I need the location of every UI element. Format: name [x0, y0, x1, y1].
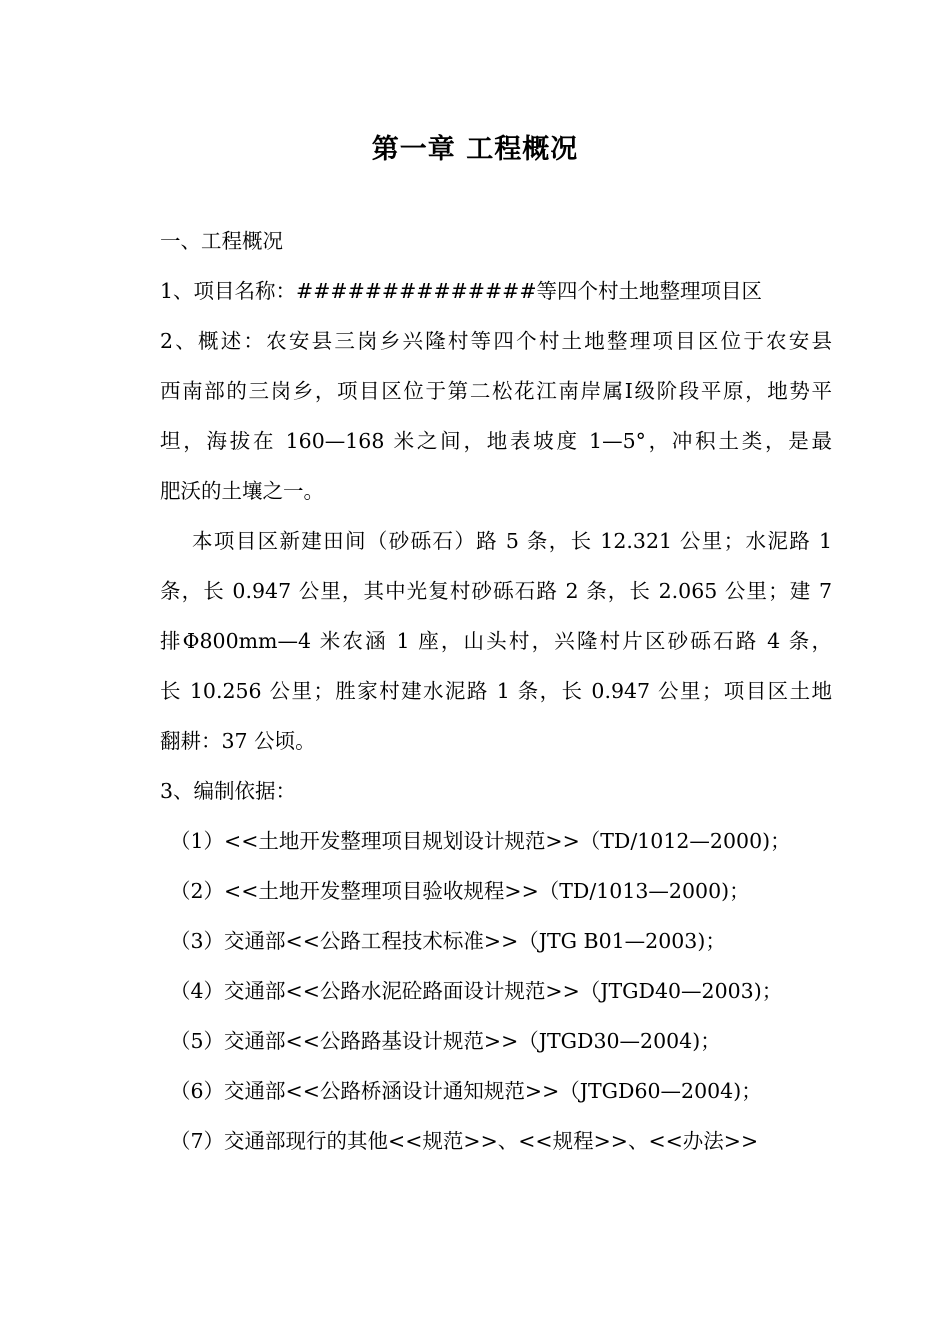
basis-heading: 3、编制依据： [160, 779, 297, 803]
reference-item: （3）交通部<<公路工程技术标准>>（JTG B01—2003)； [170, 929, 726, 953]
project-scope-line: 排Φ800mm—4 米农涵 1 座，山头村，兴隆村片区砂砾石路 4 条， [160, 629, 832, 653]
overview-line: 坦，海拔在 160—168 米之间，地表坡度 1—5°，冲积土类，是最 [160, 429, 832, 453]
reference-item: （6）交通部<<公路桥涵设计通知规范>>（JTGD60—2004)； [170, 1079, 762, 1103]
project-scope-line: 长 10.256 公里；胜家村建水泥路 1 条，长 0.947 公里；项目区土地 [160, 679, 832, 703]
document-body [160, 216, 832, 1166]
project-scope-line: 翻耕：37 公顷。 [160, 729, 316, 753]
reference-item: （2）<<土地开发整理项目验收规程>>（TD/1013—2000)； [170, 879, 750, 903]
overview-line: 肥沃的土壤之一。 [160, 479, 324, 503]
project-scope-line: 条，长 0.947 公里，其中光复村砂砾石路 2 条，长 2.065 公里；建 7 [160, 579, 832, 603]
reference-item: （7）交通部现行的其他<<规范>>、<<规程>>、<<办法>> [170, 1129, 759, 1153]
section-heading: 一、工程概况 [160, 229, 283, 253]
project-scope-line: 本项目区新建田间（砂砾石）路 5 条，长 12.321 公里；水泥路 1 [192, 529, 832, 553]
overview-line: 2、概述：农安县三岗乡兴隆村等四个村土地整理项目区位于农安县 [160, 329, 832, 353]
reference-item: （5）交通部<<公路路基设计规范>>（JTGD30—2004)； [170, 1029, 721, 1053]
reference-item: （1）<<土地开发整理项目规划设计规范>>（TD/1012—2000)； [170, 829, 791, 853]
overview-line: 西南部的三岗乡，项目区位于第二松花江南岸属Ⅰ级阶段平原，地势平 [160, 379, 832, 403]
project-name-item: 1、项目名称：##############等四个村土地整理项目区 [160, 279, 763, 303]
chapter-title: 第一章 工程概况 [371, 134, 579, 165]
reference-item: （4）交通部<<公路水泥砼路面设计规范>>（JTGD40—2003)； [170, 979, 783, 1003]
